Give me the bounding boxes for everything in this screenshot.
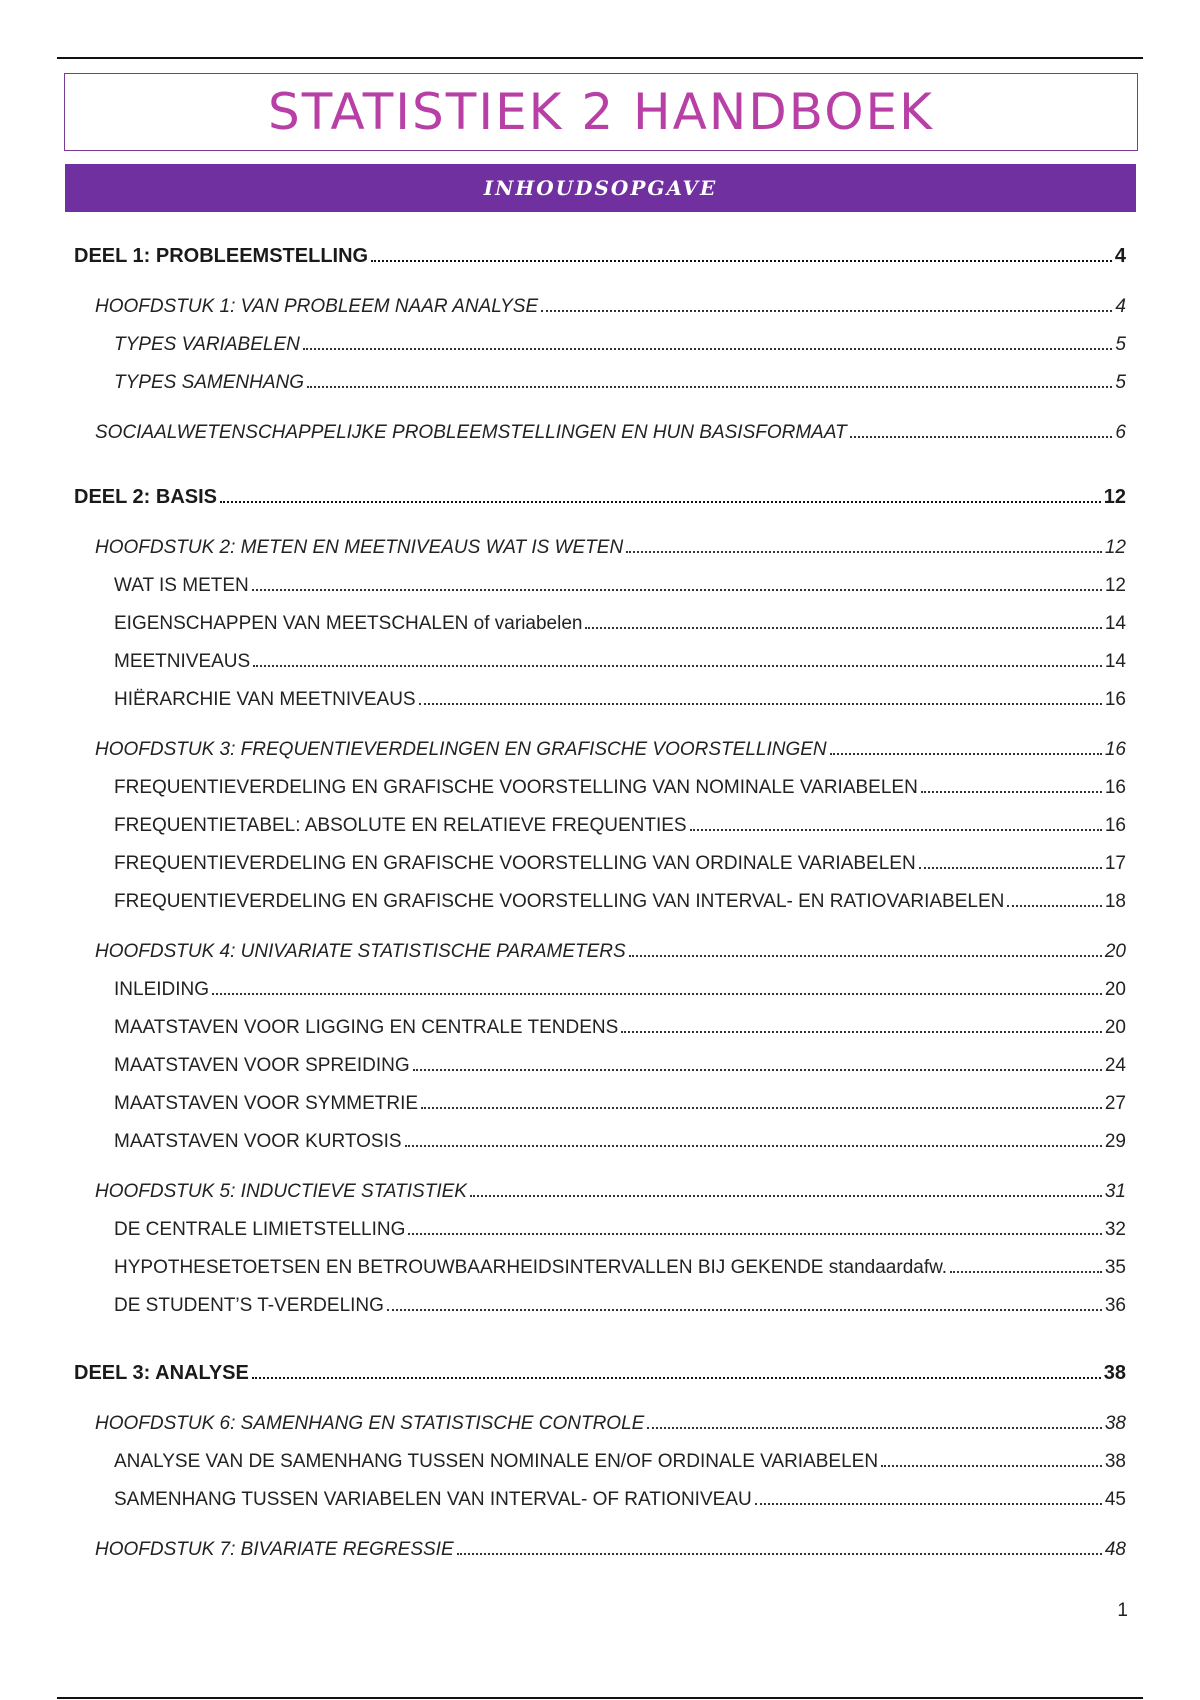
- toc-entry-page: 17: [1104, 853, 1126, 874]
- toc-entry-page: 31: [1104, 1181, 1126, 1202]
- toc-entry-page: 20: [1104, 1017, 1126, 1038]
- toc-entry-page: 6: [1115, 422, 1126, 443]
- toc-entry-page: 48: [1104, 1539, 1126, 1560]
- dot-leader: [830, 753, 1102, 755]
- toc-entry-page: 12: [1103, 486, 1126, 508]
- toc-heading: INHOUDSOPGAVE: [483, 176, 718, 200]
- toc-entry-inleiding[interactable]: [114, 973, 1126, 1001]
- toc-entry-page: 45: [1104, 1489, 1126, 1510]
- dot-leader: [626, 551, 1102, 553]
- dot-leader: [212, 993, 1102, 995]
- toc-entry-label: HOOFDSTUK 4: UNIVARIATE STATISTISCHE PARAMETERS: [95, 941, 626, 962]
- dot-leader: [253, 665, 1102, 667]
- dot-leader: [950, 1271, 1102, 1273]
- dot-leader: [371, 260, 1112, 262]
- toc-entry-page: 14: [1104, 613, 1126, 634]
- dot-leader: [470, 1195, 1102, 1197]
- toc-entry-label: INLEIDING: [114, 979, 210, 1000]
- toc-entry-label: FREQUENTIEVERDELING EN GRAFISCHE VOORSTELLING VAN INTERVAL- EN RATIOVARIABELEN: [114, 891, 1005, 912]
- toc-entry-deel-1[interactable]: [74, 240, 1126, 268]
- toc-entry-samenhang-interval[interactable]: [114, 1483, 1126, 1511]
- toc-entry-samenhang-nominale[interactable]: [114, 1445, 1126, 1473]
- dot-leader: [220, 501, 1101, 503]
- toc-entry-hoofdstuk-2[interactable]: [95, 531, 1126, 559]
- toc-entry-label: HOOFDSTUK 1: VAN PROBLEEM NAAR ANALYSE: [95, 296, 539, 317]
- toc-entry-limietstelling[interactable]: [114, 1213, 1126, 1241]
- toc-entry-label: MAATSTAVEN VOOR LIGGING EN CENTRALE TENDENS: [114, 1017, 619, 1038]
- toc-entry-page: 29: [1104, 1131, 1126, 1152]
- toc-entry-page: 16: [1104, 689, 1126, 710]
- toc-entry-label: MAATSTAVEN VOOR KURTOSIS: [114, 1131, 402, 1152]
- toc-entry-page: 20: [1104, 941, 1126, 962]
- toc-entry-page: 4: [1115, 296, 1126, 317]
- toc-entry-label: HOOFDSTUK 3: FREQUENTIEVERDELINGEN EN GRAFISCHE VOORSTELLINGEN: [95, 739, 827, 760]
- toc-entry-deel-3[interactable]: [74, 1357, 1126, 1385]
- dot-leader: [303, 348, 1113, 350]
- toc-entry-page: 38: [1104, 1451, 1126, 1472]
- toc-entry-symmetrie[interactable]: [114, 1087, 1126, 1115]
- dot-leader: [387, 1309, 1102, 1311]
- dot-leader: [755, 1503, 1102, 1505]
- toc-entry-label: DEEL 3: ANALYSE: [74, 1362, 249, 1384]
- toc-entry-label: HIËRARCHIE VAN MEETNIVEAUS: [114, 689, 416, 710]
- toc-entry-label: TYPES VARIABELEN: [114, 334, 300, 355]
- toc-entry-label: HYPOTHESETOETSEN EN BETROUWBAARHEIDSINTERVALLEN BIJ GEKENDE standaardafw.: [114, 1257, 948, 1278]
- toc-entry-types-samenhang[interactable]: [114, 366, 1126, 394]
- toc-entry-page: 5: [1115, 372, 1126, 393]
- dot-leader: [919, 867, 1102, 869]
- toc-entry-page: 27: [1104, 1093, 1126, 1114]
- toc-entry-label: DE STUDENT’S T-VERDELING: [114, 1295, 384, 1316]
- top-rule: [57, 57, 1143, 59]
- dot-leader: [419, 703, 1102, 705]
- dot-leader: [629, 955, 1102, 957]
- dot-leader: [1007, 905, 1101, 907]
- dot-leader: [921, 791, 1102, 793]
- toc-entry-label: SOCIAALWETENSCHAPPELIJKE PROBLEEMSTELLINGEN EN HUN BASISFORMAAT: [95, 422, 847, 443]
- toc-entry-hoofdstuk-4[interactable]: [95, 935, 1126, 963]
- bottom-rule: [57, 1697, 1143, 1699]
- dot-leader: [307, 386, 1112, 388]
- dot-leader: [690, 829, 1102, 831]
- toc-entry-freq-interval[interactable]: [114, 885, 1126, 913]
- toc-entry-meetniveaus[interactable]: [114, 645, 1126, 673]
- page-number: 1: [1117, 1600, 1128, 1621]
- toc-heading-bar: [65, 164, 1136, 212]
- dot-leader: [405, 1145, 1102, 1147]
- toc-entry-eigenschappen[interactable]: [114, 607, 1126, 635]
- dot-leader: [850, 436, 1113, 438]
- toc-entry-page: 12: [1104, 537, 1126, 558]
- toc-entry-page: 5: [1115, 334, 1126, 355]
- toc-entry-label: TYPES SAMENHANG: [114, 372, 305, 393]
- toc-entry-hoofdstuk-6[interactable]: [95, 1407, 1126, 1435]
- toc-entry-page: 24: [1104, 1055, 1126, 1076]
- toc-entry-hypothesetoetsen[interactable]: [114, 1251, 1126, 1279]
- toc-entry-label: DEEL 2: BASIS: [74, 486, 217, 508]
- dot-leader: [408, 1233, 1101, 1235]
- toc-entry-page: 16: [1104, 777, 1126, 798]
- toc-entry-label: MEETNIVEAUS: [114, 651, 251, 672]
- toc-entry-label: ANALYSE VAN DE SAMENHANG TUSSEN NOMINALE EN/OF ORDINALE VARIABELEN: [114, 1451, 879, 1472]
- toc-entry-label: HOOFDSTUK 2: METEN EN MEETNIVEAUS WAT IS WETEN: [95, 537, 624, 558]
- dot-leader: [413, 1069, 1102, 1071]
- toc-entry-page: 38: [1103, 1362, 1126, 1384]
- title-box: [64, 73, 1138, 151]
- toc-entry-page: 4: [1114, 245, 1126, 267]
- toc-entry-label: EIGENSCHAPPEN VAN MEETSCHALEN of variabelen: [114, 613, 583, 634]
- toc-entry-page: 18: [1104, 891, 1126, 912]
- toc-entry-page: 12: [1104, 575, 1126, 596]
- toc-entry-hoofdstuk-5[interactable]: [95, 1175, 1126, 1203]
- toc-entry-wat-is-meten[interactable]: [114, 569, 1126, 597]
- dot-leader: [252, 1377, 1101, 1379]
- toc-entry-freq-ordinale[interactable]: [114, 847, 1126, 875]
- toc-entry-sociaalwetenschappelijke[interactable]: [95, 416, 1126, 444]
- dot-leader: [541, 310, 1112, 312]
- dot-leader: [621, 1031, 1102, 1033]
- toc-entry-page: 20: [1104, 979, 1126, 1000]
- dot-leader: [252, 589, 1102, 591]
- toc-entry-label: FREQUENTIEVERDELING EN GRAFISCHE VOORSTELLING VAN ORDINALE VARIABELEN: [114, 853, 916, 874]
- toc-entry-label: HOOFDSTUK 5: INDUCTIEVE STATISTIEK: [95, 1181, 467, 1202]
- toc-entry-page: 35: [1104, 1257, 1126, 1278]
- toc-entry-label: HOOFDSTUK 6: SAMENHANG EN STATISTISCHE CONTROLE: [95, 1413, 645, 1434]
- dot-leader: [457, 1553, 1102, 1555]
- toc-entry-label: FREQUENTIETABEL: ABSOLUTE EN RELATIEVE FREQUENTIES: [114, 815, 687, 836]
- toc-entry-spreiding[interactable]: [114, 1049, 1126, 1077]
- dot-leader: [585, 627, 1101, 629]
- toc-entry-ligging[interactable]: [114, 1011, 1126, 1039]
- toc-entry-freq-tabel[interactable]: [114, 809, 1126, 837]
- toc-entry-label: MAATSTAVEN VOOR SYMMETRIE: [114, 1093, 419, 1114]
- toc-entry-deel-2[interactable]: [74, 481, 1126, 509]
- toc-entry-t-verdeling[interactable]: [114, 1289, 1126, 1317]
- toc-entry-label: SAMENHANG TUSSEN VARIABELEN VAN INTERVAL- OF RATIONIVEAU: [114, 1489, 752, 1510]
- toc-entry-label: WAT IS METEN: [114, 575, 249, 596]
- toc-entry-hoofdstuk-3[interactable]: [95, 733, 1126, 761]
- toc-entry-freq-nominale[interactable]: [114, 771, 1126, 799]
- toc-entry-label: MAATSTAVEN VOOR SPREIDING: [114, 1055, 410, 1076]
- toc-entry-label: DEEL 1: PROBLEEMSTELLING: [74, 245, 369, 267]
- toc-entry-hoofdstuk-7[interactable]: [95, 1533, 1126, 1561]
- document-title: STATISTIEK 2 HANDBOEK: [268, 83, 934, 141]
- toc-entry-page: 38: [1104, 1413, 1126, 1434]
- toc-entry-page: 36: [1104, 1295, 1126, 1316]
- toc-entry-label: FREQUENTIEVERDELING EN GRAFISCHE VOORSTELLING VAN NOMINALE VARIABELEN: [114, 777, 918, 798]
- dot-leader: [421, 1107, 1102, 1109]
- toc-entry-page: 14: [1104, 651, 1126, 672]
- toc-entry-page: 16: [1104, 815, 1126, 836]
- toc-entry-kurtosis[interactable]: [114, 1125, 1126, 1153]
- toc-entry-hierarchie[interactable]: [114, 683, 1126, 711]
- toc-entry-hoofdstuk-1[interactable]: [95, 290, 1126, 318]
- dot-leader: [881, 1465, 1102, 1467]
- toc-entry-label: DE CENTRALE LIMIETSTELLING: [114, 1219, 406, 1240]
- toc-entry-label: HOOFDSTUK 7: BIVARIATE REGRESSIE: [95, 1539, 454, 1560]
- dot-leader: [647, 1427, 1102, 1429]
- toc-entry-page: 16: [1104, 739, 1126, 760]
- toc-entry-types-variabelen[interactable]: [114, 328, 1126, 356]
- toc-entry-page: 32: [1104, 1219, 1126, 1240]
